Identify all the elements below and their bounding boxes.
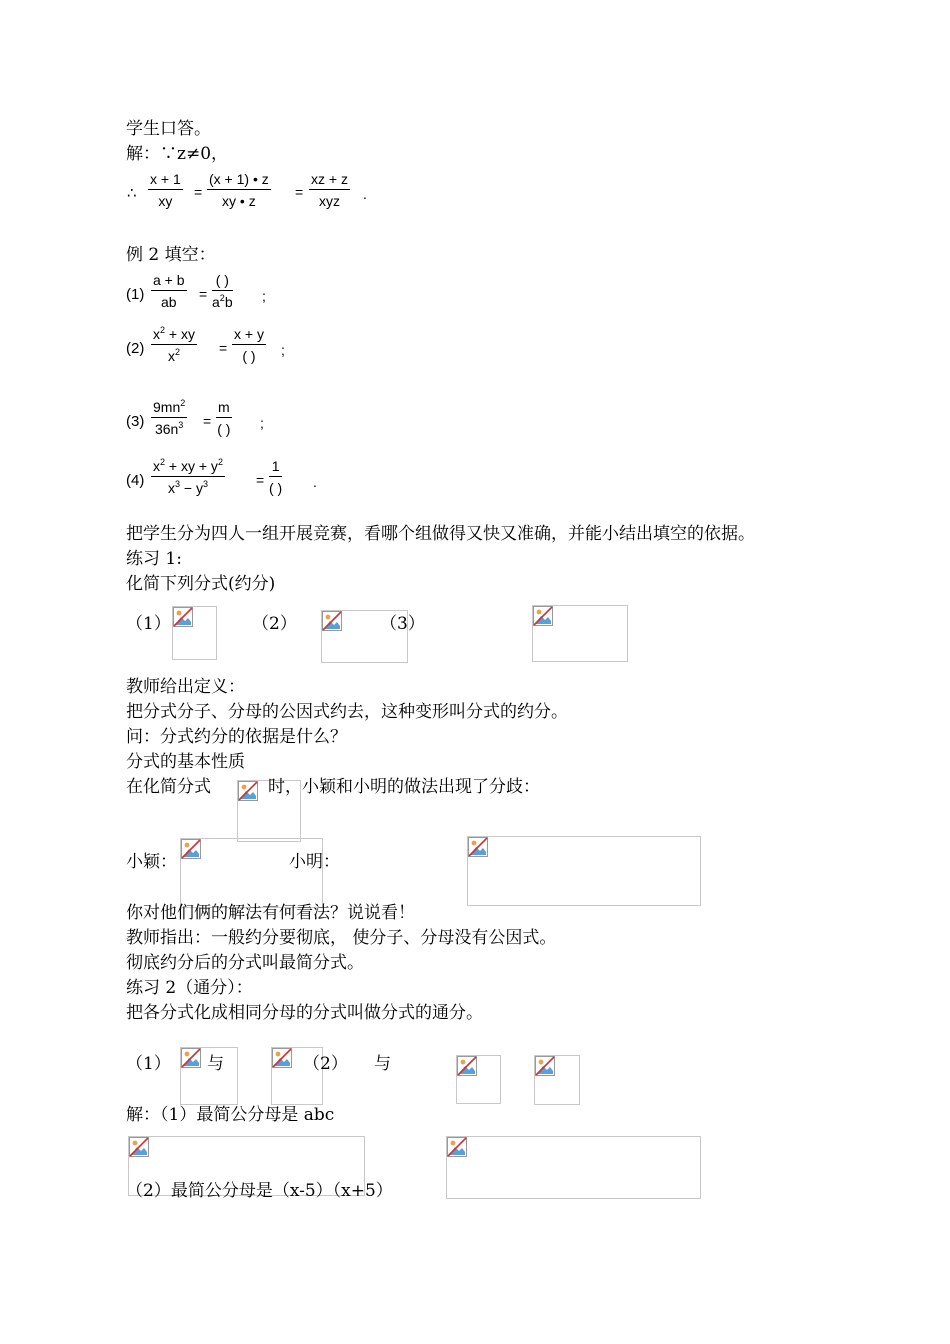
therefore-symbol: ∴	[127, 185, 137, 202]
fraction: x + y ( )	[234, 326, 264, 364]
fraction: ( ) $a^2b$	[212, 272, 233, 310]
text-yu: 与	[374, 1054, 391, 1074]
semicolon: ;	[281, 342, 285, 358]
text-line: 解：∵z≠0，	[126, 144, 229, 164]
text-line: 在化简分式	[126, 777, 211, 797]
item-label: （2）	[303, 1054, 348, 1074]
item-label: （3）	[380, 614, 425, 634]
item-label: （2）	[252, 614, 297, 634]
fraction: xz + z xyz	[311, 171, 348, 209]
broken-image-icon	[532, 605, 628, 662]
period: .	[363, 186, 367, 202]
broken-image-icon	[172, 606, 217, 660]
text-line: 问：分式约分的依据是什么？	[126, 727, 347, 747]
text-line: 学生口答。	[126, 119, 211, 139]
broken-image-icon	[456, 1055, 501, 1104]
fraction: m ( )	[217, 399, 231, 437]
text-line: 把分式分子、分母的公因式约去，这种变形叫分式的约分。	[126, 702, 568, 722]
text-line: 时，小颖和小明的做法出现了分歧：	[268, 777, 540, 797]
text-line: 练习 1:	[126, 549, 182, 569]
fraction: $\frac{x^2 + xy}{x^2}$	[153, 325, 195, 364]
item-label: (2)	[126, 340, 145, 357]
text-line: 教师指出：一般约分要彻底， 使分子、分母没有公因式。	[126, 928, 557, 948]
broken-image-icon	[534, 1055, 580, 1105]
fraction: $\frac{9mn^2}{36n^3}$	[153, 398, 186, 437]
equals-sign: =	[219, 340, 228, 356]
fraction: $\frac{x + 1}{xy}$	[150, 171, 181, 209]
fraction: $\frac{a + b}{ab}$	[153, 272, 185, 310]
label-xiaoming: 小明：	[289, 852, 340, 872]
equals-sign: =	[199, 286, 208, 302]
equals-sign: =	[256, 472, 265, 488]
text-line: 解：（1）最简公分母是 abc	[126, 1105, 335, 1125]
semicolon: ;	[262, 288, 266, 304]
text-line: 分式的基本性质	[126, 752, 245, 772]
text-line: 把学生分为四人一组开展竞赛，看哪个组做得又快又准确，并能小结出填空的依据。	[126, 524, 755, 544]
semicolon: ;	[260, 415, 264, 431]
text-line: 你对他们俩的解法有何看法？说说看！	[126, 903, 415, 923]
fraction: $\frac{(x + 1) • z}{xy • z}$	[209, 171, 269, 209]
broken-image-icon	[467, 836, 701, 906]
text-line: （2）最简公分母是（x-5）（x+5）	[126, 1181, 393, 1201]
text-line: 彻底约分后的分式叫最简分式。	[126, 953, 364, 973]
text-line: 教师给出定义：	[126, 677, 245, 697]
text-line: 把各分式化成相同分母的分式叫做分式的通分。	[126, 1003, 483, 1023]
item-label: (4)	[126, 472, 145, 489]
example-heading: 例 2 填空：	[126, 245, 216, 265]
label-xiaoying: 小颖：	[126, 852, 177, 872]
text-line: 练习 2（通分）：	[126, 978, 253, 998]
equals-sign: =	[295, 184, 304, 200]
broken-image-icon	[180, 838, 323, 908]
period: .	[313, 474, 317, 490]
broken-image-icon	[446, 1136, 701, 1199]
fraction: 1 ( )	[269, 458, 283, 496]
text-yu: 与	[207, 1054, 224, 1074]
equals-sign: =	[194, 184, 203, 200]
item-label: (3)	[126, 413, 145, 430]
item-label: （1）	[126, 614, 171, 634]
text-line: 化简下列分式(约分)	[126, 574, 276, 594]
equals-sign: =	[203, 413, 212, 429]
item-label: (1)	[126, 286, 145, 303]
item-label: （1）	[126, 1054, 171, 1074]
fraction: $\frac{x^2 + xy + y^2}{x^3 - y^3}$	[153, 457, 223, 496]
